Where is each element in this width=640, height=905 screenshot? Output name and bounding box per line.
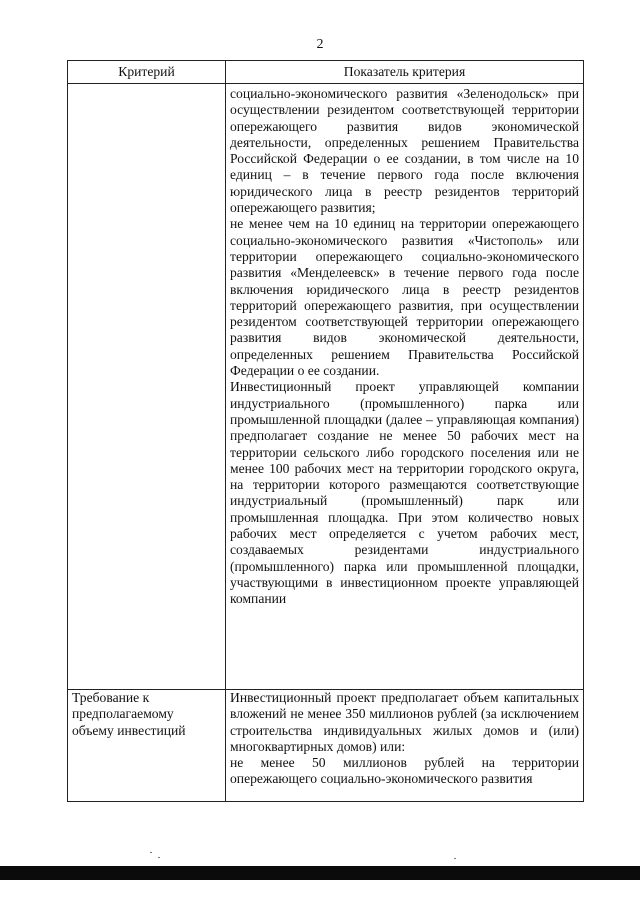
indicator-paragraph: не менее чем на 10 единиц на территории опережающего социально-экономического развития «Чистополь» или территории опережающего социально-экономического развития «Менделеевск» в течение первого года после включения юридического лица в реестр резидентов территорий опережающего развития, при осуществлении резидентом соответствующей территории опережающего развития видов экономической деятельности, определенных решением Правительства Российской Федерации о ее создании. [230, 216, 579, 379]
scan-speck [454, 858, 456, 859]
page-number: 2 [316, 37, 324, 52]
header-indicator: Показатель критерия [226, 61, 584, 84]
table-row [68, 84, 584, 690]
scan-speck [150, 852, 152, 853]
indicator-paragraph: социально-экономического развития «Зеленодольск» при осуществлении резидентом соответствующей территории опережающего развития видов экономической деятельности, определенных решением Правительства Российской Федерации о ее создании, в том числе на 10 единиц – в течение первого года после включения юридического лица в реестр резидентов территорий опережающего развития; [230, 86, 579, 216]
scan-speck [158, 857, 160, 858]
criterion-line: Требование к [72, 690, 150, 705]
indicator-cell [226, 690, 584, 802]
indicator-cell [226, 84, 584, 690]
table-row [68, 690, 584, 802]
criteria-table [67, 60, 584, 802]
criterion-cell [68, 690, 226, 802]
criterion-line: предполагаемому [72, 706, 174, 722]
scan-edge-bar [0, 866, 640, 880]
indicator-paragraph: Инвестиционный проект предполагает объем капитальных вложений не менее 350 миллионов рублей (за исключением строительства индивидуальных жилых домов и (или) многоквартирных домов) или: [230, 690, 579, 754]
header-criterion: Критерий [68, 61, 226, 84]
criterion-line: объему инвестиций [72, 722, 186, 738]
indicator-paragraph: Инвестиционный проект управляющей компании индустриального (промышленного) парка или промышленной площадки (далее – управляющая компания) предполагает создание не менее 50 рабочих мест на территории сельского либо городского поселения или не менее 100 рабочих мест на территории городского округа, на территории которого размещаются соответствующие индустриальный (промышленный) парк или промышленная площадка. При этом количество новых рабочих мест определяется с учетом рабочих мест, создаваемых резидентами индустриального (промышленного) парка или промышленной площадки, участвующими в инвестиционном проекте управляющей компании [230, 379, 579, 607]
table-header-row [68, 61, 584, 84]
indicator-paragraph: не менее 50 миллионов рублей на территории опережающего социально-экономического развития [230, 755, 579, 787]
criterion-cell [68, 84, 226, 690]
